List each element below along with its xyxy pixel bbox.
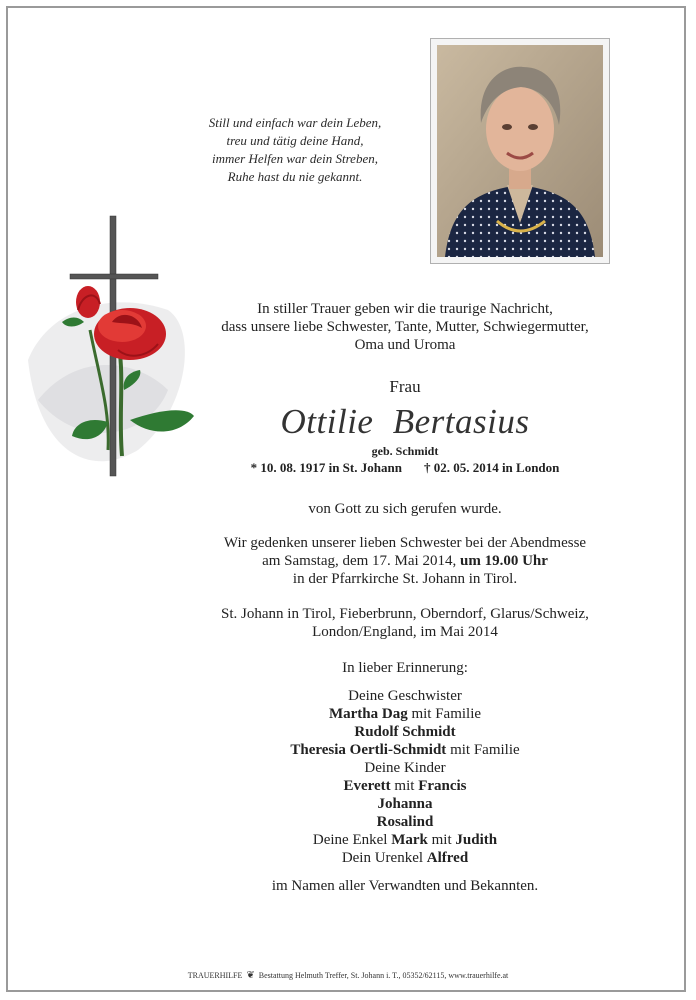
announcement-line: In stiller Trauer geben wir die traurige Nachricht, — [257, 301, 553, 317]
relative-name: Everett — [343, 778, 391, 794]
family-line — [180, 741, 630, 759]
places — [180, 605, 630, 641]
called-home: von Gott zu sich gerufen wurde. — [308, 501, 502, 517]
mass-time: um 19.00 Uhr — [459, 553, 548, 569]
poem-line: treu und tätig deine Hand, — [226, 133, 364, 148]
footer-text: Bestattung Helmuth Treffer, St. Johann i. T., 05352/62115, www.trauerhilfe.at — [258, 971, 509, 980]
poem — [170, 114, 420, 186]
mass-line: Wir gedenken unserer lieben Schwester bei der Abendmesse — [223, 535, 587, 551]
relative-suffix: mit Familie — [407, 706, 482, 722]
relative-connector: mit — [427, 832, 456, 848]
announcement-line: Oma und Uroma — [354, 337, 456, 353]
first-name: Ottilie — [280, 402, 374, 441]
closing-line: im Namen aller Verwandten und Bekannten. — [271, 878, 539, 894]
portrait-image — [437, 45, 603, 257]
poem-line: immer Helfen war dein Streben, — [212, 151, 378, 166]
mass-info — [180, 534, 630, 588]
poem-line: Ruhe hast du nie gekannt. — [227, 169, 363, 184]
footer-brand: TRAUERHILFE — [187, 971, 243, 980]
announcement — [180, 300, 630, 354]
relative-prefix: Dein Urenkel — [341, 850, 427, 866]
relative-name: Rosalind — [376, 814, 434, 830]
deceased-name — [180, 402, 630, 442]
family-line — [180, 705, 630, 723]
children-heading: Deine Kinder — [364, 760, 446, 776]
family-line — [180, 723, 630, 741]
mass-line: in der Pfarrkirche St. Johann in Tirol. — [292, 571, 518, 587]
mass-date: am Samstag, dem 17. Mai 2014, — [262, 553, 457, 569]
last-name: Bertasius — [392, 402, 530, 441]
family-list — [180, 687, 630, 867]
memory-heading: In lieber Erinnerung: — [342, 660, 468, 676]
relative-name: Theresia Oertli-Schmidt — [290, 742, 447, 758]
places-line: London/England, im Mai 2014 — [312, 624, 498, 640]
family-line — [180, 849, 630, 867]
relative-name: Mark — [391, 832, 428, 848]
places-line: St. Johann in Tirol, Fieberbrunn, Oberndorf, Glarus/Schweiz, — [221, 606, 589, 622]
family-line — [180, 831, 630, 849]
family-line — [180, 813, 630, 831]
relative-prefix: Deine Enkel — [312, 832, 392, 848]
mass-line — [180, 552, 630, 570]
footer — [0, 970, 696, 981]
relative-name: Rudolf Schmidt — [354, 724, 456, 740]
relative-name: Alfred — [426, 850, 469, 866]
family-line — [180, 795, 630, 813]
relative-name: Martha Dag — [328, 706, 408, 722]
relative-suffix: mit Familie — [446, 742, 520, 758]
birth-date: * 10. 08. 1917 in St. Johann — [250, 460, 402, 475]
relative-name: Judith — [455, 832, 498, 848]
relative-name: Johanna — [377, 796, 433, 812]
salutation: Frau — [389, 377, 421, 396]
poem-line: Still und einfach war dein Leben, — [208, 115, 382, 130]
dove-icon: ❦ — [246, 970, 255, 981]
life-dates — [180, 459, 630, 477]
siblings-heading: Deine Geschwister — [348, 688, 462, 704]
portrait-photo — [430, 38, 610, 264]
announcement-line: dass unsere liebe Schwester, Tante, Mutter, Schwiegermutter, — [221, 319, 589, 335]
relative-name: Francis — [418, 778, 467, 794]
birth-name: geb. Schmidt — [371, 444, 439, 458]
family-line — [180, 777, 630, 795]
relative-connector: mit — [390, 778, 419, 794]
death-date: † 02. 05. 2014 in London — [423, 460, 560, 475]
